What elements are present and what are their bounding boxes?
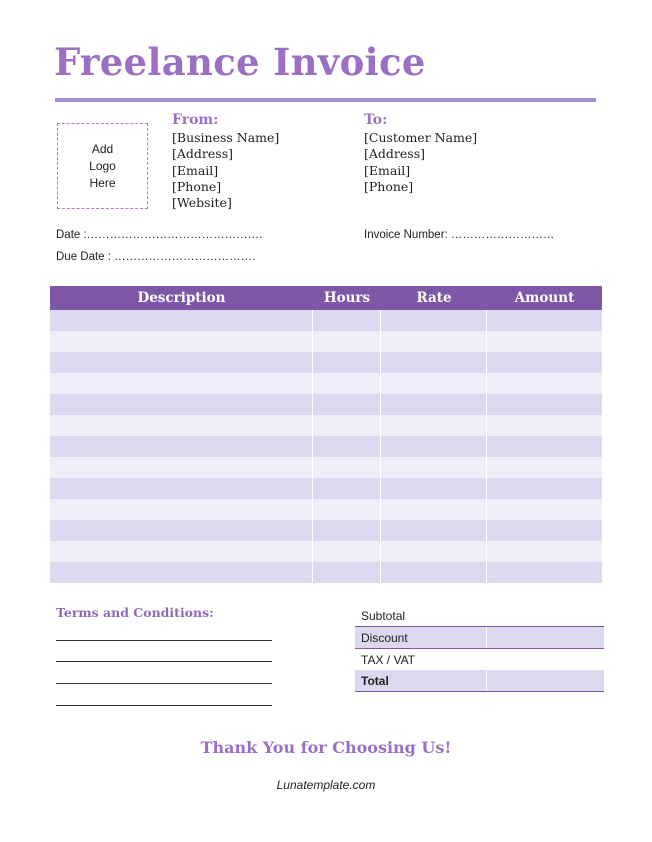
tax-row [355,649,604,670]
from-heading: From: [172,112,219,128]
to-email[interactable]: [Email] [364,162,411,178]
hours-cell[interactable] [313,331,381,352]
table-row [50,415,602,436]
description-cell[interactable] [50,310,313,331]
hours-cell[interactable] [313,373,381,394]
rate-cell[interactable] [381,394,487,415]
from-website[interactable]: [Website] [172,195,232,211]
table-row [50,457,602,478]
to-address[interactable]: [Address] [364,146,425,162]
table-row [50,394,602,415]
from-business-name[interactable]: [Business Name] [172,130,280,145]
table-row [50,478,602,499]
total-row [355,670,604,692]
total-value[interactable] [486,670,604,691]
amount-cell[interactable] [487,415,602,436]
table-body [50,310,602,583]
description-cell[interactable] [50,457,313,478]
table-row [50,541,602,562]
to-phone[interactable]: [Phone] [364,178,414,194]
terms-line[interactable] [56,705,272,706]
amount-cell[interactable] [487,310,602,331]
to-section [364,112,477,195]
hours-cell[interactable] [313,436,381,457]
logo-text-line: Logo [89,158,116,173]
invoice-title: Freelance Invoice [54,40,426,84]
table-row [50,520,602,541]
amount-cell[interactable] [487,394,602,415]
table-row [50,499,602,520]
hours-cell[interactable] [313,520,381,541]
hours-cell[interactable] [313,310,381,331]
header-rate: Rate [416,290,452,306]
description-cell[interactable] [50,331,313,352]
hours-cell[interactable] [313,541,381,562]
description-cell[interactable] [50,436,313,457]
date-field[interactable]: Date :………………………………………. [56,229,263,241]
title-divider [55,98,596,102]
discount-label: Discount [355,627,486,648]
table-row [50,352,602,373]
rate-cell[interactable] [381,436,487,457]
table-header [50,286,602,310]
hours-cell[interactable] [313,562,381,583]
amount-cell[interactable] [487,352,602,373]
invoice-number-field[interactable]: Invoice Number: ……………………… [364,229,555,241]
from-section [172,112,279,211]
subtotal-row [355,605,604,627]
description-cell[interactable] [50,415,313,436]
amount-cell[interactable] [487,457,602,478]
description-cell[interactable] [50,394,313,415]
header-amount: Amount [514,290,575,306]
description-cell[interactable] [50,352,313,373]
header-hours: Hours [323,290,371,306]
header-description: Description [137,290,226,306]
to-customer-name[interactable]: [Customer Name] [364,130,478,145]
subtotal-value[interactable] [486,605,604,626]
table-row [50,373,602,394]
table-row [50,310,602,331]
table-row [50,562,602,583]
rate-cell[interactable] [381,499,487,520]
to-heading: To: [364,112,388,128]
description-cell[interactable] [50,499,313,520]
rate-cell[interactable] [381,457,487,478]
table-row [50,331,602,352]
logo-placeholder[interactable] [57,123,148,209]
amount-cell[interactable] [487,499,602,520]
footer-site: Lunatemplate.com [276,778,376,792]
thank-you-message: Thank You for Choosing Us! [200,738,452,757]
due-date-field[interactable]: Due Date : ………………………………. [56,251,256,263]
rate-cell[interactable] [381,520,487,541]
rate-cell[interactable] [381,478,487,499]
discount-value[interactable] [486,627,604,648]
description-cell[interactable] [50,562,313,583]
amount-cell[interactable] [487,436,602,457]
description-cell[interactable] [50,478,313,499]
amount-cell[interactable] [487,331,602,352]
rate-cell[interactable] [381,331,487,352]
terms-line[interactable] [56,683,272,684]
amount-cell[interactable] [487,562,602,583]
logo-text-line: Add [91,141,114,156]
totals-table [355,605,604,692]
line-items-table [50,286,602,583]
logo-text-line: Here [89,175,116,190]
rate-cell[interactable] [381,373,487,394]
from-address[interactable]: [Address] [172,146,233,162]
amount-cell[interactable] [487,541,602,562]
description-cell[interactable] [50,373,313,394]
terms-line[interactable] [56,661,272,662]
from-email[interactable]: [Email] [172,162,219,178]
subtotal-label: Subtotal [361,608,406,623]
hours-cell[interactable] [313,478,381,499]
discount-row [355,627,604,649]
terms-line[interactable] [56,640,272,641]
total-label: Total [355,670,486,691]
hours-cell[interactable] [313,415,381,436]
tax-label: TAX / VAT [361,652,416,667]
amount-cell[interactable] [487,373,602,394]
tax-value[interactable] [486,649,604,670]
terms-heading: Terms and Conditions: [56,605,214,620]
rate-cell[interactable] [381,415,487,436]
description-cell[interactable] [50,520,313,541]
rate-cell[interactable] [381,562,487,583]
hours-cell[interactable] [313,457,381,478]
table-row [50,436,602,457]
hours-cell[interactable] [313,352,381,373]
hours-cell[interactable] [313,499,381,520]
amount-cell[interactable] [487,478,602,499]
rate-cell[interactable] [381,352,487,373]
amount-cell[interactable] [487,520,602,541]
description-cell[interactable] [50,541,313,562]
rate-cell[interactable] [381,310,487,331]
rate-cell[interactable] [381,541,487,562]
from-phone[interactable]: [Phone] [172,178,222,194]
hours-cell[interactable] [313,394,381,415]
